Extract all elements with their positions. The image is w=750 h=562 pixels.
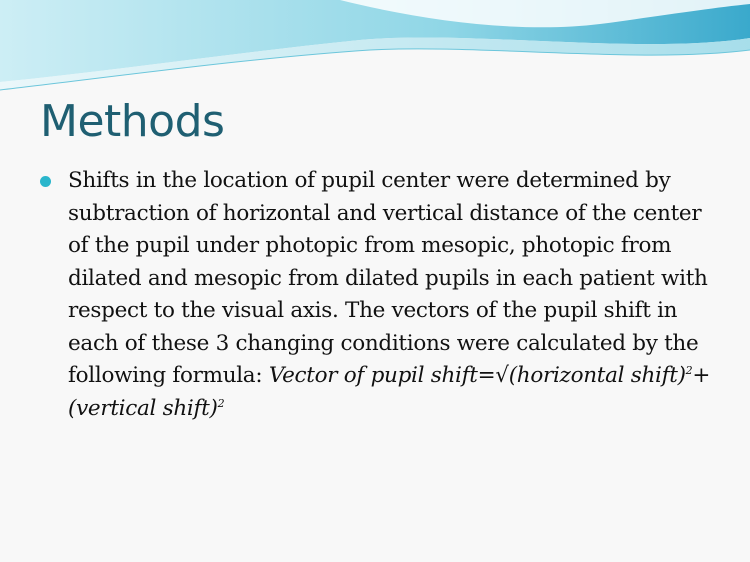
slide-title: Methods <box>40 96 225 147</box>
formula-exponent-2: 2 <box>217 396 225 410</box>
formula-exponent-1: 2 <box>685 364 693 377</box>
header-wave-decoration <box>0 0 750 95</box>
formula-part-2: +(vertical shift) <box>68 363 711 421</box>
bullet-text: Shifts in the location of pupil center were determined by subtraction of horizontal and vertical distance of the center of the pupil under photopic from mesopic, photopic from dilated and mesopic from dilated pupils in each patient with respect to the visual axis. The vectors of the pupil shift in each of these 3 changing conditions were calculated by the following formula: <box>68 168 708 388</box>
formula-part-1: Vector of pupil shift=√(horizontal shift) <box>268 363 686 388</box>
bullet-dot-icon <box>40 176 51 187</box>
bullet-list <box>40 165 720 425</box>
bullet-item <box>40 165 720 425</box>
